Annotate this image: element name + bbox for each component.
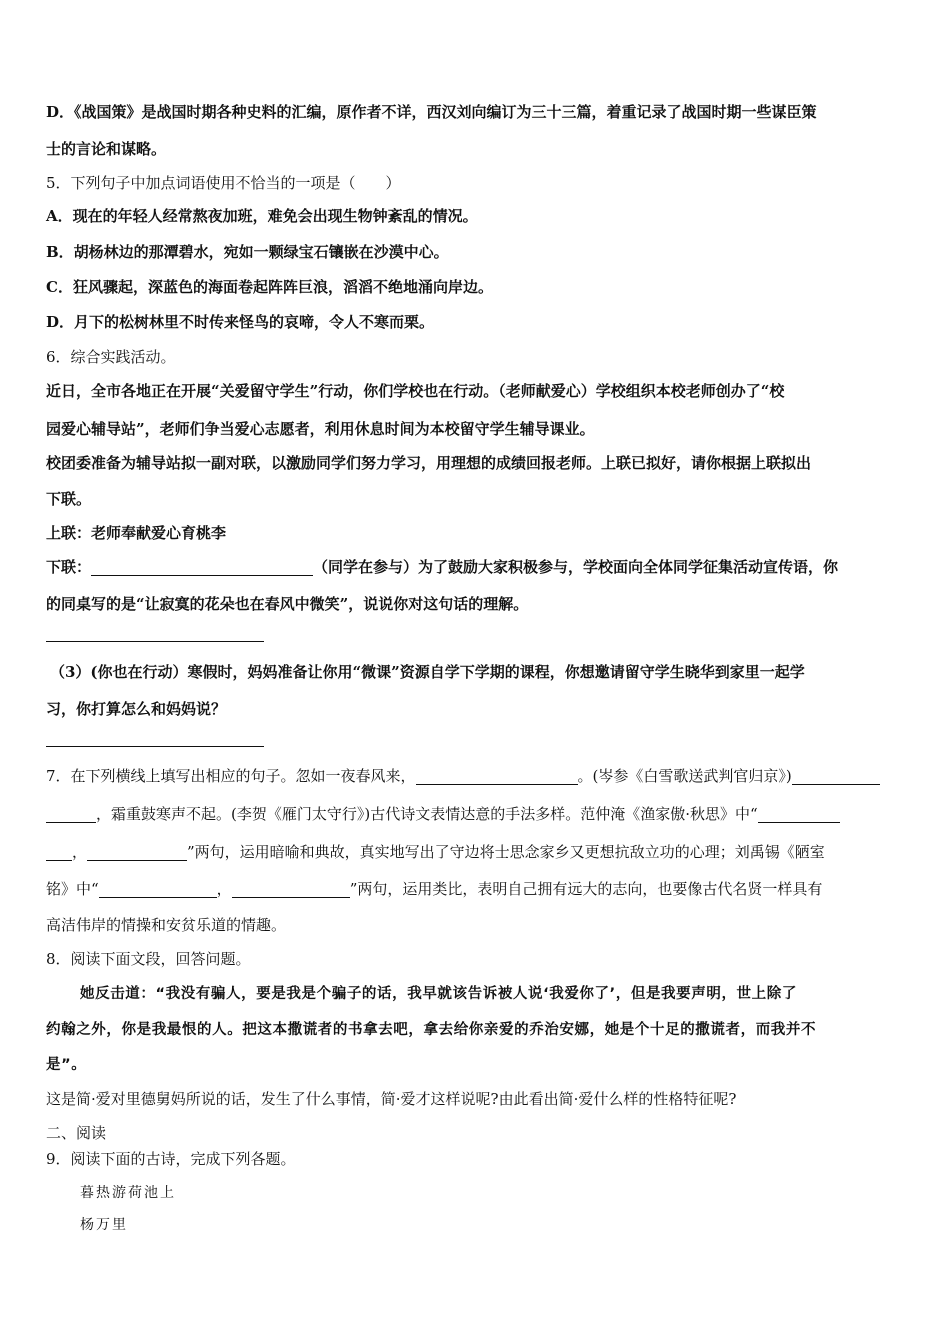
q7-text: ”两句，运用暗喻和典故，真实地写出了守边将士思念家乡又更想抗敌立功的心理；刘禹锡《陋室 [187, 843, 825, 861]
q7-text: 铭》中“ [46, 880, 99, 898]
q7-text: ， [216, 880, 232, 898]
q6-paragraph-2b: 下联。 [46, 490, 92, 508]
q6-paragraph-4a: （3）(你也在行动）寒假时，妈妈准备让你用“微课”资源自学下学期的课程，你想邀请留守学生晓华到家里一起学 [50, 663, 805, 681]
q7-line-1 [46, 765, 880, 787]
q7-text: ， [72, 843, 88, 861]
q8-quote-line-3: 是”。 [46, 1057, 87, 1073]
q6-paragraph-1b: 园爱心辅导站”，老师们争当爱心志愿者，利用休息时间为本校留守学生辅导课业。 [46, 420, 595, 438]
q6-paragraph-4b: 习，你打算怎么和妈妈说？ [46, 700, 227, 718]
q6-lower-after: （同学在参与）为了鼓励大家积极参与，学校面向全体同学征集活动宣传语，你 [313, 558, 839, 576]
q6-paragraph-3: 的同桌写的是“让寂寞的花朵也在春风中微笑”，说说你对这句话的理解。 [46, 595, 529, 613]
q6-upper-couplet: 上联：老师奉献爱心育桃李 [46, 524, 227, 542]
q7-line-3 [46, 841, 825, 863]
q5-stem: 5．下列句子中加点词语使用不恰当的一项是（ ） [46, 174, 401, 192]
q5-option-b: B．胡杨林边的那潭碧水，宛如一颗绿宝石镶嵌在沙漠中心。 [46, 243, 449, 261]
q8-stem: 8．阅读下面文段，回答问题。 [46, 950, 251, 968]
q6-stem: 6．综合实践活动。 [46, 348, 176, 366]
answer-blank[interactable] [46, 844, 72, 861]
answer-blank[interactable] [758, 806, 840, 823]
q5-option-c: C．狂风骤起，深蓝色的海面卷起阵阵巨浪，滔滔不绝地涌向岸边。 [46, 278, 493, 296]
q8-question: 这是简·爱对里德舅妈所说的话，发生了什么事情，简·爱才这样说呢?由此看出简·爱什么样的性格特征呢? [46, 1090, 737, 1108]
answer-line[interactable] [46, 746, 264, 747]
answer-blank[interactable] [416, 768, 578, 785]
q5-option-d: D．月下的松树林里不时传来怪鸟的哀啼，令人不寒而栗。 [46, 313, 435, 331]
section-title: 二、阅读 [46, 1124, 107, 1142]
q7-text: ，霜重鼓寒声不起。(李贺《雁门太守行》)古代诗文表情达意的手法多样。范仲淹《渔家傲·秋思》中“ [96, 805, 758, 823]
q7-line-2 [46, 803, 840, 825]
q6-lower-label: 下联： [46, 558, 92, 576]
q5-option-a: A．现在的年轻人经常熬夜加班，难免会出现生物钟紊乱的情况。 [46, 207, 478, 225]
answer-blank[interactable] [99, 881, 217, 898]
q6-paragraph-1a: 近日，全市各地正在开展“关爱留守学生”行动，你们学校也在行动。（老师献爱心）学校组织本校老师创办了“校 [46, 382, 785, 400]
answer-blank[interactable] [87, 844, 187, 861]
q4-d-line-2: 士的言论和谋略。 [46, 140, 167, 158]
q7-text: 7．在下列横线上填写出相应的句子。忽如一夜春风来， [46, 767, 416, 785]
answer-line[interactable] [46, 641, 264, 642]
q8-quote-line-2: 约翰之外，你是我最恨的人。把这本撒谎者的书拿去吧，拿去给你亲爱的乔治安娜，她是个十足的撒谎者，而我并不 [46, 1022, 817, 1038]
q6-paragraph-2a: 校团委准备为辅导站拟一副对联，以激励同学们努力学习，用理想的成绩回报老师。上联已拟好，请你根据上联拟出 [46, 454, 812, 472]
q7-line-4 [46, 878, 822, 900]
q7-text: 。(岑参《白雪歌送武判官归京》) [577, 767, 792, 785]
answer-blank[interactable] [91, 559, 313, 576]
answer-blank[interactable] [232, 881, 350, 898]
q4-d-line-1: D．《战国策》是战国时期各种史料的汇编，原作者不详，西汉刘向编订为三十三篇，着重记录了战国时期一些谋臣策 [46, 103, 817, 121]
poem-title: 暮热游荷池上 [80, 1185, 176, 1201]
q7-text: ”两句，运用类比，表明自己拥有远大的志向，也要像古代名贤一样具有 [349, 880, 823, 898]
q9-stem: 9．阅读下面的古诗，完成下列各题。 [46, 1150, 296, 1168]
poem-author: 杨万里 [80, 1217, 128, 1233]
q6-lower-couplet-line [46, 556, 838, 578]
q8-quote-line-1: 她反击道：“我没有骗人，要是我是个骗子的话，我早就该告诉被人说‘我爱你了’，但是我要声明，世上除了 [80, 986, 797, 1002]
q7-line-5: 高洁伟岸的情操和安贫乐道的情趣。 [46, 916, 287, 934]
answer-blank[interactable] [792, 768, 880, 785]
answer-blank[interactable] [46, 806, 96, 823]
